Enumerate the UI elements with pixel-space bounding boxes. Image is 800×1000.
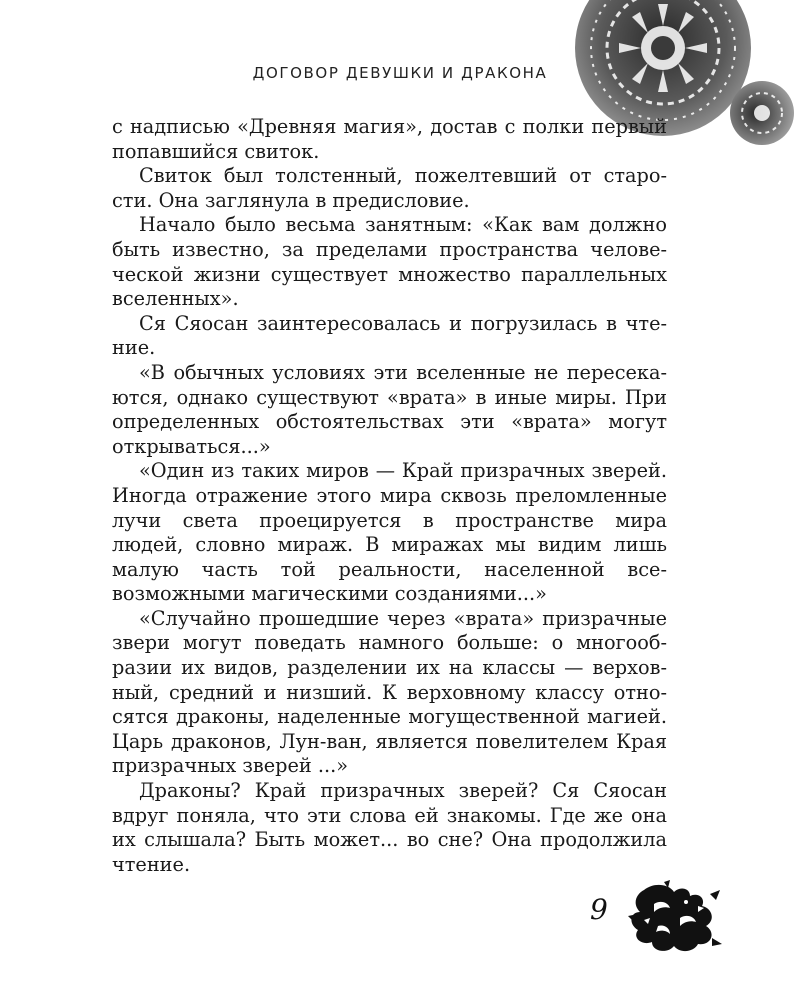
paragraph: «Случайно прошедшие через «врата» призрачные звери могут поведать намного больше: о многообразии их видов, разделении их на классы — верховный, средний и низший. К верховному классу относятся драконы, наделенные могущественной магией. Царь драконов, Лун-ван, является повелителем Края призрачных зверей ...» <box>112 606 667 778</box>
paragraph: с надписью «Древняя магия», достав с полки первый попавшийся свиток. <box>112 115 667 163</box>
paragraph: «В обычных условиях эти вселенные не пересекаются, однако существуют «врата» в иные миры. При определенных обстоятельствах эти «врата» могут открываться...» <box>112 360 667 458</box>
paragraph: Свиток был толстенный, пожелтевший от старости. Она заглянула в предисловие. <box>112 164 667 212</box>
paragraph: Ся Сяосан заинтересовалась и погрузилась в чтение. <box>112 311 667 360</box>
paragraph: Драконы? Край призрачных зверей? Ся Сяосан вдруг поняла, что эти слова ей знакомы. Где же она их слышала? Быть может... во сне? Она продолжила чтение. <box>112 779 667 876</box>
body-text <box>112 115 667 877</box>
page-number: 9 <box>590 893 608 926</box>
paragraph: «Один из таких миров — Край призрачных зверей. Иногда отражение этого мира сквозь преломленные лучи света проецируется в пространстве мира людей, словно мираж. В миражах мы видим лишь малую часть той реальности, населенной всевозможными магическими созданиями...» <box>112 459 667 606</box>
running-head: ДОГОВОР ДЕВУШКИ И ДРАКОНА <box>252 64 548 82</box>
lace-medallion-small-icon <box>722 80 800 146</box>
dragon-icon <box>624 880 724 955</box>
paragraph: Начало было весьма занятным: «Как вам должно быть известно, за пределами пространства человеческой жизни существует множество параллельных вселенных». <box>112 213 667 311</box>
